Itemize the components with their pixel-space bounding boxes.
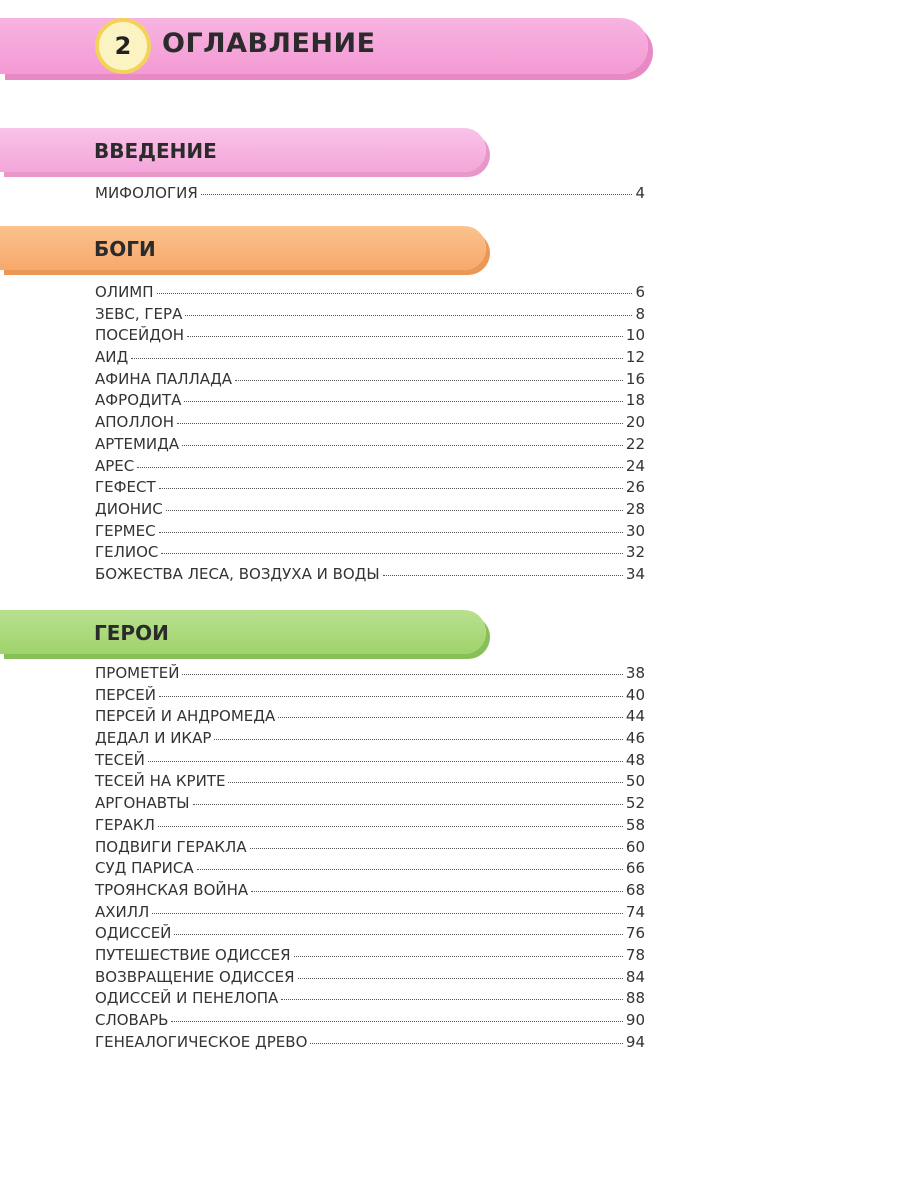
dot-leader bbox=[166, 510, 623, 511]
toc-entry-title: АФИНА ПАЛЛАДА bbox=[95, 369, 233, 388]
dot-leader bbox=[177, 423, 623, 424]
dot-leader bbox=[298, 978, 623, 979]
toc-entry[interactable] bbox=[95, 989, 645, 1011]
toc-entry-title: СЛОВАРЬ bbox=[95, 1011, 169, 1029]
toc-entry-page-number: 34 bbox=[625, 564, 645, 583]
toc-entry-title: ТЕСЕЙ bbox=[95, 750, 145, 769]
toc-entry-page-number: 88 bbox=[625, 989, 645, 1008]
dot-leader bbox=[197, 869, 623, 870]
page-title: ОГЛАВЛЕНИЕ bbox=[162, 28, 376, 59]
dot-leader bbox=[278, 717, 623, 718]
toc-entry[interactable] bbox=[95, 326, 645, 348]
toc-entry-title: ТЕСЕЙ НА КРИТЕ bbox=[95, 772, 226, 791]
dot-leader bbox=[187, 336, 623, 337]
toc-entry[interactable] bbox=[95, 794, 645, 816]
dot-leader bbox=[184, 401, 623, 402]
toc-entry-page-number: 38 bbox=[625, 664, 645, 682]
toc-entry-page-number: 16 bbox=[625, 369, 645, 388]
toc-entry-page-number: 22 bbox=[625, 434, 645, 453]
toc-entry[interactable] bbox=[95, 457, 645, 479]
toc-entry-title: ГЕЛИОС bbox=[95, 543, 159, 562]
toc-entry[interactable] bbox=[95, 435, 645, 457]
toc-entry-page-number: 68 bbox=[625, 880, 645, 899]
toc-entry-title: АРТЕМИДА bbox=[95, 434, 180, 453]
dot-leader bbox=[281, 999, 623, 1000]
dot-leader bbox=[235, 380, 623, 381]
toc-entry-title: ТРОЯНСКАЯ ВОЙНА bbox=[95, 880, 249, 899]
toc-entry-title: ГЕНЕАЛОГИЧЕСКОЕ ДРЕВО bbox=[95, 1032, 308, 1051]
toc-entry-title: АИД bbox=[95, 348, 129, 367]
toc-entry-page-number: 40 bbox=[625, 685, 645, 704]
dot-leader bbox=[161, 553, 623, 554]
dot-leader bbox=[294, 956, 623, 957]
toc-entry[interactable] bbox=[95, 751, 645, 773]
toc-entry[interactable] bbox=[95, 707, 645, 729]
toc-entry[interactable] bbox=[95, 522, 645, 544]
toc-entry-title: ПЕРСЕЙ bbox=[95, 685, 156, 704]
toc-entry[interactable] bbox=[95, 838, 645, 860]
toc-entry-page-number: 10 bbox=[625, 326, 645, 345]
toc-entry[interactable] bbox=[95, 816, 645, 838]
toc-entry-page-number: 18 bbox=[625, 391, 645, 410]
toc-entry[interactable] bbox=[95, 565, 645, 587]
toc-entry-page-number: 78 bbox=[625, 945, 645, 964]
toc-entry-page-number: 12 bbox=[625, 348, 645, 367]
dot-leader bbox=[174, 934, 623, 935]
toc-entry-title: АПОЛЛОН bbox=[95, 413, 174, 432]
dot-leader bbox=[251, 891, 623, 892]
dot-leader bbox=[137, 467, 623, 468]
toc-entry-page-number: 52 bbox=[625, 794, 645, 813]
toc-entry-page-number: 60 bbox=[625, 837, 645, 856]
dot-leader bbox=[148, 761, 623, 762]
toc-entry-page-number: 26 bbox=[625, 478, 645, 497]
toc-entry[interactable] bbox=[95, 924, 645, 946]
toc-entry[interactable] bbox=[95, 184, 645, 206]
section-title: ГЕРОИ bbox=[94, 621, 169, 645]
toc-entry-title: ПОДВИГИ ГЕРАКЛА bbox=[95, 837, 247, 856]
toc-entry[interactable] bbox=[95, 686, 645, 708]
toc-entry-title: АФРОДИТА bbox=[95, 391, 182, 410]
toc-entry[interactable] bbox=[95, 543, 645, 565]
toc-entry-title: ДИОНИС bbox=[95, 499, 163, 518]
toc-entry-title: МИФОЛОГИЯ bbox=[95, 184, 198, 202]
dot-leader bbox=[214, 739, 623, 740]
dot-leader bbox=[182, 674, 622, 675]
toc-entry-title: АРЕС bbox=[95, 456, 135, 475]
toc-entry[interactable] bbox=[95, 881, 645, 903]
toc-entry-page-number: 84 bbox=[625, 967, 645, 986]
dot-leader bbox=[250, 848, 623, 849]
dot-leader bbox=[182, 445, 623, 446]
toc-entry-page-number: 58 bbox=[625, 815, 645, 834]
toc-entry-page-number: 24 bbox=[625, 456, 645, 475]
toc-entry-title: АРГОНАВТЫ bbox=[95, 794, 190, 813]
toc-entry-title: ПУТЕШЕСТВИЕ ОДИССЕЯ bbox=[95, 945, 291, 964]
toc-entry[interactable] bbox=[95, 478, 645, 500]
toc-list-gods bbox=[95, 283, 645, 587]
toc-entry[interactable] bbox=[95, 305, 645, 327]
section-banner-introduction bbox=[0, 128, 486, 172]
toc-entry[interactable] bbox=[95, 946, 645, 968]
toc-entry-page-number: 76 bbox=[625, 924, 645, 943]
toc-entry-page-number: 28 bbox=[625, 499, 645, 518]
toc-entry-page-number: 20 bbox=[625, 413, 645, 432]
toc-entry-page-number: 46 bbox=[625, 729, 645, 748]
toc-entry[interactable] bbox=[95, 391, 645, 413]
toc-entry-page-number: 4 bbox=[635, 184, 645, 202]
toc-entry[interactable] bbox=[95, 348, 645, 370]
toc-entry[interactable] bbox=[95, 1011, 645, 1033]
toc-entry-title: ПОСЕЙДОН bbox=[95, 326, 185, 345]
section-title: ВВЕДЕНИЕ bbox=[94, 139, 217, 163]
section-banner-gods bbox=[0, 226, 486, 270]
dot-leader bbox=[157, 293, 633, 294]
toc-entry-page-number: 66 bbox=[625, 859, 645, 878]
toc-entry-title: СУД ПАРИСА bbox=[95, 859, 194, 878]
toc-entry-title: ПРОМЕТЕЙ bbox=[95, 664, 180, 682]
toc-entry-page-number: 30 bbox=[625, 521, 645, 540]
dot-leader bbox=[201, 194, 633, 195]
toc-entry-title: ГЕФЕСТ bbox=[95, 478, 156, 497]
toc-entry[interactable] bbox=[95, 664, 645, 686]
toc-entry-page-number: 50 bbox=[625, 772, 645, 791]
toc-entry[interactable] bbox=[95, 772, 645, 794]
toc-entry[interactable] bbox=[95, 370, 645, 392]
dot-leader bbox=[171, 1021, 622, 1022]
toc-entry[interactable] bbox=[95, 1033, 645, 1055]
toc-entry[interactable] bbox=[95, 903, 645, 925]
toc-entry[interactable] bbox=[95, 859, 645, 881]
toc-entry-title: ДЕДАЛ И ИКАР bbox=[95, 729, 212, 748]
toc-entry[interactable] bbox=[95, 729, 645, 751]
section-title: БОГИ bbox=[94, 237, 156, 261]
toc-entry-page-number: 6 bbox=[635, 283, 645, 301]
toc-entry-page-number: 94 bbox=[625, 1032, 645, 1051]
toc-list-heroes bbox=[95, 664, 645, 1054]
page-number-badge: 2 bbox=[95, 18, 151, 74]
toc-entry[interactable] bbox=[95, 283, 645, 305]
dot-leader bbox=[159, 532, 623, 533]
toc-entry-page-number: 44 bbox=[625, 707, 645, 726]
toc-entry-title: БОЖЕСТВА ЛЕСА, ВОЗДУХА И ВОДЫ bbox=[95, 564, 380, 583]
dot-leader bbox=[131, 358, 623, 359]
dot-leader bbox=[185, 315, 632, 316]
toc-entry-page-number: 48 bbox=[625, 750, 645, 769]
toc-entry-title: ГЕРМЕС bbox=[95, 521, 156, 540]
dot-leader bbox=[158, 826, 623, 827]
dot-leader bbox=[159, 696, 623, 697]
toc-entry[interactable] bbox=[95, 968, 645, 990]
toc-entry-page-number: 90 bbox=[625, 1011, 645, 1029]
toc-entry[interactable] bbox=[95, 413, 645, 435]
dot-leader bbox=[310, 1043, 623, 1044]
dot-leader bbox=[152, 913, 623, 914]
dot-leader bbox=[228, 782, 622, 783]
toc-entry-title: АХИЛЛ bbox=[95, 902, 150, 921]
toc-list-introduction bbox=[95, 184, 645, 206]
toc-entry-page-number: 32 bbox=[625, 543, 645, 562]
toc-entry-title: ЗЕВС, ГЕРА bbox=[95, 304, 183, 323]
toc-entry-page-number: 8 bbox=[635, 304, 645, 323]
toc-entry-page-number: 74 bbox=[625, 902, 645, 921]
dot-leader bbox=[383, 575, 623, 576]
dot-leader bbox=[193, 804, 623, 805]
toc-entry-title: ГЕРАКЛ bbox=[95, 815, 155, 834]
toc-entry-title: ВОЗВРАЩЕНИЕ ОДИССЕЯ bbox=[95, 967, 295, 986]
toc-entry[interactable] bbox=[95, 500, 645, 522]
section-banner-heroes bbox=[0, 610, 486, 654]
toc-entry-title: ОЛИМП bbox=[95, 283, 154, 301]
toc-entry-title: ОДИССЕЙ bbox=[95, 924, 172, 943]
toc-entry-title: ОДИССЕЙ И ПЕНЕЛОПА bbox=[95, 989, 279, 1008]
toc-entry-title: ПЕРСЕЙ И АНДРОМЕДА bbox=[95, 707, 276, 726]
dot-leader bbox=[159, 488, 623, 489]
